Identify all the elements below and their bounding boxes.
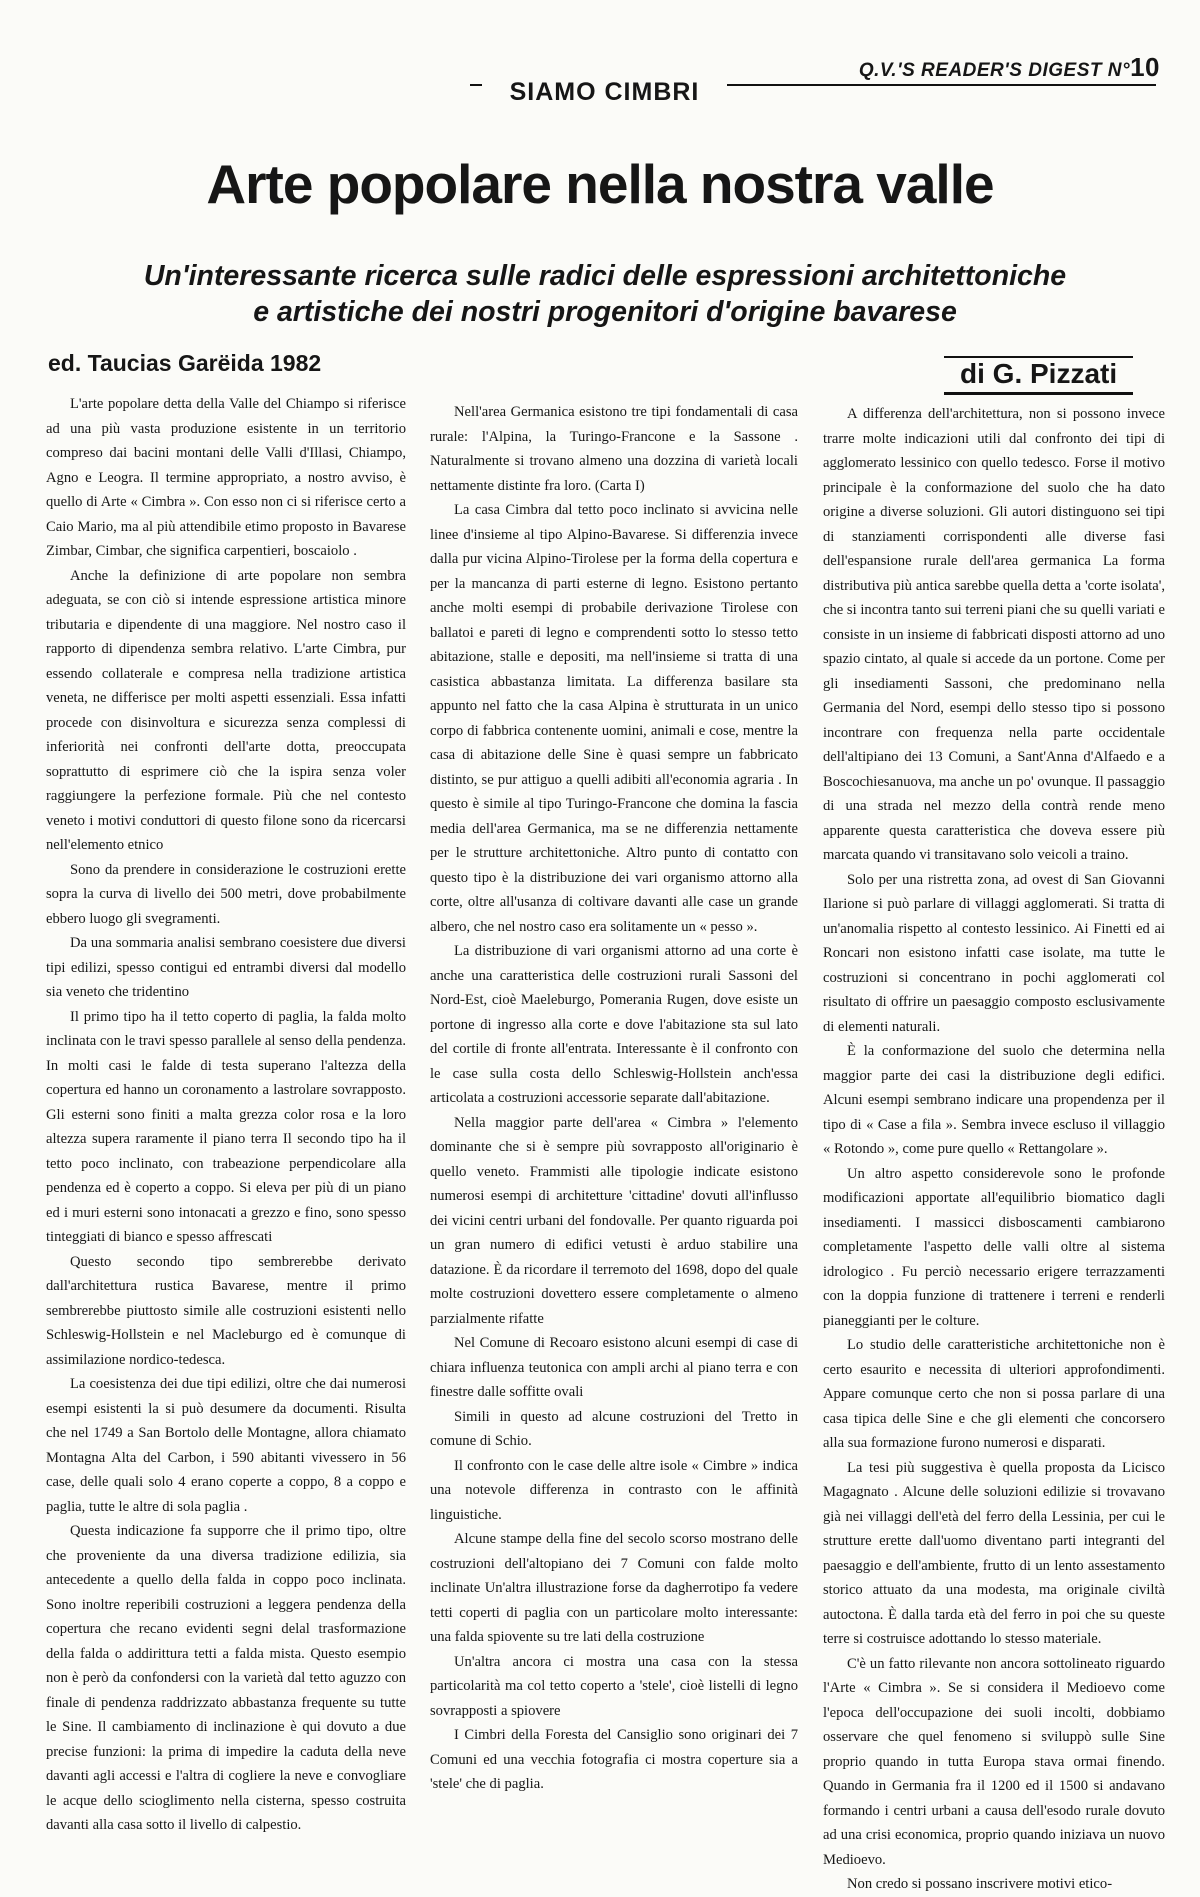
paragraph: Anche la definizione di arte popolare non sembra adeguata, se con ciò si intende espressione artistica minore tributaria e dipendente di una maggiore. Nel nostro caso il rapporto di dipendenza sembra relativo. L'arte Cimbra, pur essendo collaterale e compresa nella tradizione artistica veneta, ne differisce per molti aspetti essenziali. Essa infatti procede con disinvoltura e sicurezza senza complessi di inferiorità nei confronti dell'arte dotta, preoccupata soprattutto di esprimere ciò che la ispira senza voler raggiungere la perfezione formale. Più che nel contesto veneto i motivi conduttori di questo filone sono da ricercarsi nell'elemento etnico bbox=[46, 567, 406, 853]
paragraph: La casa Cimbra dal tetto poco inclinato si avvicina nelle linee d'insieme al tipo Alpino-Bavarese. Si differenzia invece dalla pur vicina Alpino-Tirolese per la forma della copertura e per la mancanza di parti esterne di legno. Esistono pertanto anche molti esempi di probabile derivazione Tirolese con ballatoi e pareti di legno e comprendenti sotto lo stesso tetto abitazione, stalle e depositi, ma nell'insieme si tratta di una casistica abbastanza limitata. La differenza basilare sta appunto nel fatto che la casa Alpina è strutturata in un unico corpo di fabbrica contenente uomini, animali e cose, mentre la casa di abitazione delle Sine è quasi sempre un fabbricato distinto, se pur attiguo a quelli adibiti all'economia agraria . In questo è simile al tipo Turingo-Francone che domina la fascia media dell'area Germanica, ma se ne differenzia nettamente per le strutture architettoniche. Altro punto di contatto con questo tipo è la distribuzione dei vari organismo attorno alla corte, oltre all'usanza di coltivare davanti alle case un grande albero, che nel nostro caso era solitamente un « pesso ». bbox=[430, 502, 798, 935]
paragraph: La coesistenza dei due tipi edilizi, oltre che dai numerosi esempi esistenti la si può desumere da documenti. Risulta che nel 1749 a San Bortolo delle Montagne, allora chiamato Montagna Alta del Carbon, i 590 abitanti vivessero in 56 case, delle quali solo 4 erano coperte a coppo, 8 a coppo e paglia, tutte le altre di sola paglia . bbox=[46, 1376, 406, 1515]
magazine-name bbox=[859, 52, 1160, 83]
section-label: SIAMO CIMBRI bbox=[482, 78, 727, 107]
article-subtitle bbox=[40, 258, 1170, 330]
paragraph: Da una sommaria analisi sembrano coesistere due diversi tipi edilizi, spesso contigui ed entrambi diversi dal modello sia veneto che tridentino bbox=[46, 935, 406, 1000]
paragraph: La distribuzione di vari organismi attorno ad una corte è anche una caratteristica delle costruzioni rurali Sassoni del Nord-Est, cioè Maeleburgo, Pomerania Rugen, dove esiste un portone di ingresso alla corte e dove l'abitazione sta sul lato del cortile di fronte all'entrata. Interessante è il confronto con le case sulla costa dello Schleswig-Hollstein anch'essa articolata a costruzioni accessorie separate dall'abitazione. bbox=[430, 943, 798, 1106]
paragraph: Simili in questo ad alcune costruzioni del Tretto in comune di Schio. bbox=[430, 1408, 798, 1449]
text-column-2 bbox=[430, 400, 798, 1797]
paragraph: Nel Comune di Recoaro esistono alcuni esempi di case di chiara influenza teutonica con ampli archi al piano terra e con finestre dalle soffitte ovali bbox=[430, 1335, 798, 1400]
paragraph: La tesi più suggestiva è quella proposta da Licisco Magagnato . Alcune delle soluzioni edilizie si trovavano già nei villaggi dell'età del ferro della Lessinia, per cui le strutture erette dall'uomo diventano parti integranti del paesaggio e dell'ambiente, frutto di un lento assestamento storico attuato da una modesta, ma originale civiltà autoctona. È dalla tarda età del ferro in poi che su queste terre si costruisce adottando lo stesso materiale. bbox=[823, 1459, 1165, 1647]
paragraph: L'arte popolare detta della Valle del Chiampo si riferisce ad una più vasta produzione esistente in un territorio compreso dai bacini montani delle Valli d'Illasi, Chiampo, Agno e Leogra. Il termine appropriato, a nostro avviso, è quello di Arte « Cimbra ». Con esso non ci si riferisce certo a Caio Mario, ma al più attendibile etimo proposto in Bavarese Zimbar, Cimbar, che significa carpentieri, boscaiolo . bbox=[46, 396, 406, 559]
paragraph: Questa indicazione fa supporre che il primo tipo, oltre che proveniente da una diversa tradizione edilizia, sia antecedente a quello della falda in coppo poco inclinata. Sono inoltre reperibili costruzioni a leggera pendenza della copertura che recano evidenti segni delal trasformazione della falda o addirittura tetti a falda mista. Questo esempio non è però da confondersi con la varietà dal tetto aguzzo con finale di pendenza raddrizzato abbastanza frequente su tutte le Sine. Il cambiamento di inclinazione è qui dovuto a due precise funzioni: la prima di impedire la caduta della neve davanti agli accessi e l'altra di cogliere la neve e convogliare le acque dello scioglimento nella cisterna, spesso costruita davanti alla casa sotto il livello di calpestio. bbox=[46, 1523, 406, 1833]
magazine-title: Q.V.'S READER'S DIGEST N° bbox=[858, 60, 1131, 81]
paragraph: C'è un fatto rilevante non ancora sottolineato riguardo l'Arte « Cimbra ». Se si considera il Medioevo come l'epoca dell'occupazione dei suoli incolti, dobbiamo osservare che quel fenomeno si sviluppò sulle Sine proprio quando in tutta Europa stava ormai finendo. Quando in Germania fra il 1200 ed il 1500 si andavano formando i centri urbani a causa dell'esodo rurale dovuto ad una crisi economica, proprio quando iniziava un nuovo Medioevo. bbox=[823, 1655, 1165, 1868]
subtitle-line-1: Un'interessante ricerca sulle radici delle espressioni architettoniche bbox=[143, 260, 1067, 292]
paragraph: Alcune stampe della fine del secolo scorso mostrano delle costruzioni dell'altopiano dei 7 Comuni con falde molto inclinate Un'altra illustrazione forse da dagherrotipo fa vedere tetti coperti di paglia con un particolare molto interessante: una falda spiovente su tre lati della costruzione bbox=[430, 1531, 798, 1645]
paragraph: Un'altra ancora ci mostra una casa con la stessa particolarità ma col tetto coperto a 'stele', cioè listelli di legno sovrapposti a spiovere bbox=[430, 1653, 798, 1719]
paragraph: Non credo si possano inscrivere motivi etico- bbox=[847, 1876, 1113, 1892]
paragraph: A differenza dell'architettura, non si possono invece trarre molte indicazioni utili dal confronto dei tipi di agglomerato lessinico con quello tedesco. Forse il motivo principale è la conformazione del suolo che ha dato origine a diverse soluzioni. Gli autori distinguono sei tipi di stanziamenti corrispondenti alle diverse fasi dell'espansione rurale dell'area germanica La forma distributiva più antica sarebbe quella detta a 'corte isolata', che si incontra tanto sui terreni piani che su quelli variati e consiste in un insieme di fabbricati disposti attorno ad uno spazio cintato, al quale si accede da un portone. Come per gli insediamenti Sassoni, che predominano nella Germania del Nord, esempi dello stesso tipo si possono incontrare con frequenza nella parte occidentale dell'altipiano dei 13 Comuni, a Sant'Anna d'Alfaedo e a Boscochiesanuova, ma anche un po' ovunque. Il passaggio di una strada nel mezzo della contrà rende meno apparente questa caratteristica che doveva essere più marcata quando vi transitavano solo veicoli a traino. bbox=[823, 406, 1165, 863]
paragraph: Sono da prendere in considerazione le costruzioni erette sopra la curva di livello dei 500 metri, dove probabilmente ebbero luogo gli svegramenti. bbox=[46, 861, 406, 927]
paragraph: Un altro aspetto considerevole sono le profonde modificazioni apportate all'equilibrio biomatico dagli insediamenti. I massicci disboscamenti cambiarono completamente l'aspetto delle valli oltre al sistema idrologico . Fu perciò necessario erigere terrazzamenti con la doppia funzione di trattenere i terreni e renderli pianeggianti per le colture. bbox=[823, 1165, 1165, 1329]
text-column-3 bbox=[823, 402, 1165, 1897]
paragraph: È la conformazione del suolo che determina nella maggior parte dei casi la distribuzione degli edifici. Alcuni esempi sembrano indicare una propendenza per il tipo di « Case a fila ». Sembra invece escluso il villaggio « Rotondo », come pure quello « Rettangolare ». bbox=[823, 1043, 1165, 1157]
subtitle-line-2: e artistiche dei nostri progenitori d'origine bavarese bbox=[253, 296, 957, 328]
paragraph: Questo secondo tipo sembrerebbe derivato dall'architettura rustica Bavarese, mentre il primo sembrerebbe piuttosto simile alle costruzioni esistenti nello Schleswig-Hollstein e nel Macleburgo ed è comunque di assimilazione nordico-tedesca. bbox=[46, 1253, 406, 1368]
paragraph: Lo studio delle caratteristiche architettoniche non è certo esaurito e necessita di ulteriori approfondimenti. Appare comunque certo che non si possa parlare di una casa tipica delle Sine e che gli elementi che concorsero alla sua formazione furono numerosi e disparati. bbox=[823, 1337, 1165, 1451]
paragraph: Il primo tipo ha il tetto coperto di paglia, la falda molto inclinata con le travi spesso parallele al senso della pendenza. In molti casi le falde di testa superano l'altezza della copertura ed hanno un coronamento a lastrolare sovrapposto. Gli esterni sono finiti a malta grezza color rosa e la loro altezza supera raramente il piano terra Il secondo tipo ha il tetto poco inclinato, con trabeazione perpendicolare alla pendenza ed è coperto a coppo. Si eleva per più di un piano ed i muri esterni sono intonacati a grezzo e fino, sono spesso tinteggiati di bianco e spesso affrescati bbox=[46, 1008, 406, 1245]
paragraph: Solo per una ristretta zona, ad ovest di San Giovanni Ilarione si può parlare di villaggi agglomerati. Si tratta di un'anomalia rispetto al contesto lessinico. Ai Finetti ed ai Roncari non esistono infatti case isolate, ma tutte le costruzioni si concentrano in pochi agglomerati col risultato di offrire un paesaggio composto esclusivamente di elementi naturali. bbox=[823, 871, 1165, 1035]
edition-credit: ed. Taucias Garëida 1982 bbox=[48, 350, 322, 376]
paragraph: I Cimbri della Foresta del Cansiglio sono originari dei 7 Comuni ed una vecchia fotografia ci mostra coperture sia a 'stele' che di paglia. bbox=[430, 1727, 798, 1792]
article-title: Arte popolare nella nostra valle bbox=[206, 153, 994, 215]
text-column-1 bbox=[46, 392, 406, 1838]
paragraph: Il confronto con le case delle altre isole « Cimbre » indica una notevole differenza in contrasto con le affinità linguistiche. bbox=[430, 1457, 798, 1523]
paragraph: Nella maggior parte dell'area « Cimbra » l'elemento dominante che si è sempre più sovrapposto all'originario è quello veneto. Frammisti alle tipologie indicate esistono numerosi esempi di architetture 'cittadine' dovuti all'influsso dei vicini centri urbani del fondovalle. Per quanto riguarda poi un gran numero di edifici vetusti è arduo stabilire una datazione. È da ricordare il terremoto del 1698, dopo del quale molte costruzioni dovettero essere completamente o almeno parzialmente rifatte bbox=[430, 1114, 798, 1327]
author-byline: di G. Pizzati bbox=[944, 356, 1133, 395]
paragraph: Nell'area Germanica esistono tre tipi fondamentali di casa rurale: l'Alpina, la Turingo-Francone e la Sassone . Naturalmente si trovano almeno una dozzina di varietà locali nettamente distinte fra loro. (Carta I) bbox=[430, 404, 798, 494]
issue-number: 10 bbox=[1130, 52, 1160, 82]
